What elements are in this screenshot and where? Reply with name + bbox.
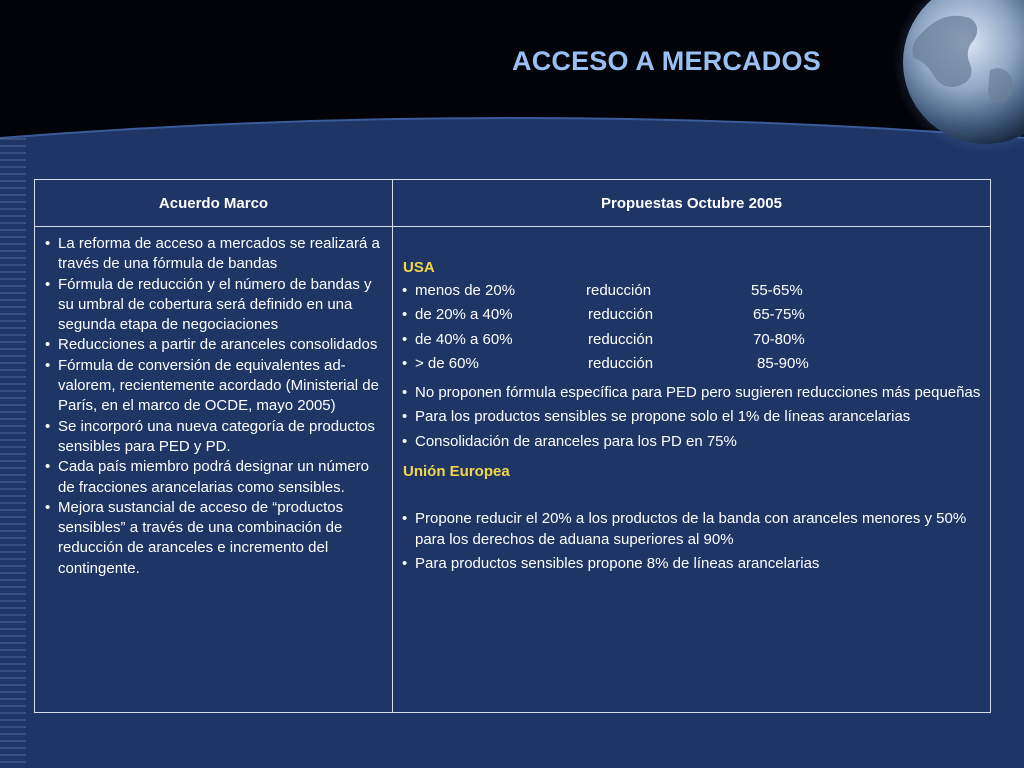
list-item: • Cada país miembro podrá designar un número de fracciones arancelarias como sensibles. xyxy=(58,457,388,498)
band-value: 55-65% xyxy=(751,281,803,299)
band-label: reducción xyxy=(588,355,654,372)
header-propuestas: Propuestas Octubre 2005 xyxy=(393,180,991,227)
list-item: • Se incorporó una nueva categoría de productos sensibles para PED y PD. xyxy=(58,417,388,458)
right-cell xyxy=(393,227,991,713)
list-item: • No proponen fórmula específica para PED pero sugieren reducciones más pequeñas xyxy=(415,383,984,404)
band-value: 70-80% xyxy=(753,330,805,348)
usa-notes-list xyxy=(415,383,984,453)
slide-title: ACCESO A MERCADOS xyxy=(512,46,821,76)
eu-notes-list xyxy=(415,509,984,575)
band-label: reducción xyxy=(588,330,654,348)
band-label: reducción xyxy=(586,281,652,299)
acuerdo-marco-list xyxy=(35,227,392,579)
list-item: • Consolidación de aranceles para los PD en 75% xyxy=(415,432,984,453)
list-item: • Para productos sensibles propone 8% de líneas arancelarias xyxy=(415,554,984,575)
band-range: • de 40% a 60% xyxy=(415,330,513,348)
band-label: reducción xyxy=(588,306,654,323)
usa-heading: USA xyxy=(403,259,435,276)
table-row xyxy=(35,227,991,713)
left-cell xyxy=(35,227,393,713)
list-item: • Fórmula de conversión de equivalentes ad-valorem, recientemente acordado (Ministerial de París, en el marco de OCDE, mayo 2005) xyxy=(58,356,388,417)
decorative-stripes xyxy=(0,138,26,768)
list-item: • Reducciones a partir de aranceles consolidados xyxy=(58,335,388,355)
usa-band-row xyxy=(415,281,984,302)
table-header-row xyxy=(35,180,991,227)
list-item: • Para los productos sensibles se propone solo el 1% de líneas arancelarias xyxy=(415,407,984,428)
usa-band-row xyxy=(415,305,984,326)
usa-bands-list xyxy=(415,281,984,375)
eu-heading: Unión Europea xyxy=(403,463,510,480)
band-range: • de 20% a 40% xyxy=(415,306,513,323)
band-value: 65-75% xyxy=(753,306,805,323)
list-item: • Propone reducir el 20% a los productos de la banda con aranceles menores y 50% para los derechos de aduana superiores al 90% xyxy=(415,509,984,550)
header-acuerdo-marco: Acuerdo Marco xyxy=(35,180,393,227)
usa-band-row xyxy=(415,354,984,375)
list-item: • La reforma de acceso a mercados se realizará a través de una fórmula de bandas xyxy=(58,234,388,275)
band-range: • menos de 20% xyxy=(415,281,516,299)
comparison-table xyxy=(34,179,991,713)
band-value: 85-90% xyxy=(757,355,809,372)
list-item: • Fórmula de reducción y el número de bandas y su umbral de cobertura será definido en una segunda etapa de negociaciones xyxy=(58,275,388,336)
band-range: • > de 60% xyxy=(415,355,479,372)
usa-band-row xyxy=(415,330,984,351)
list-item: • Mejora sustancial de acceso de “productos sensibles” a través de una combinación de reducción de aranceles e incremento del contingente. xyxy=(58,498,388,579)
